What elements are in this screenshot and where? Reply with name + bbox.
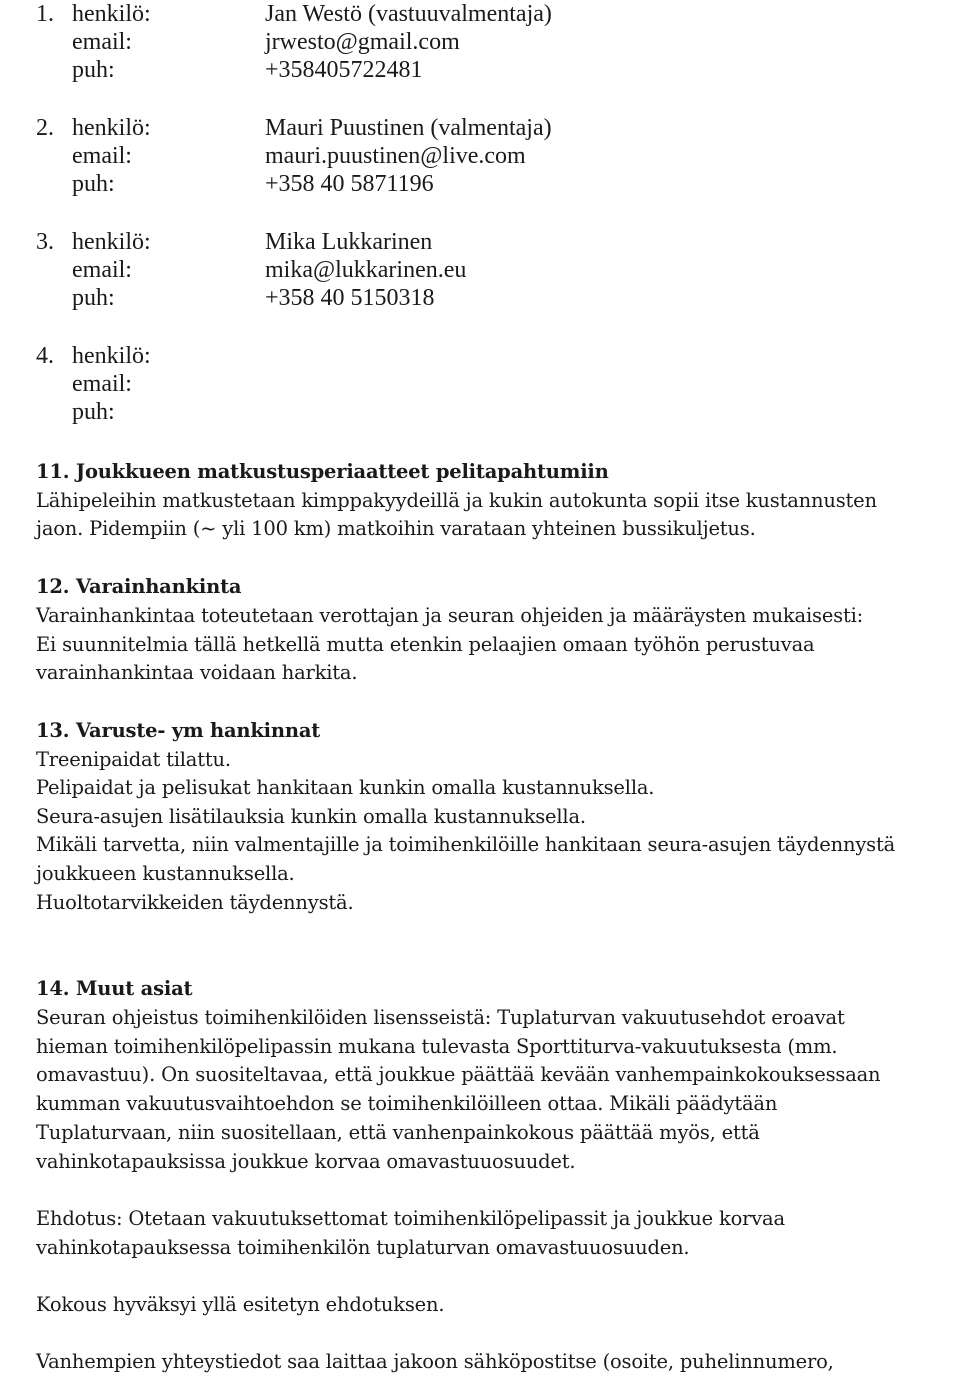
paragraph-line: Ei suunnitelmia tällä hetkellä mutta etenkin pelaajien omaan työhön perustuvaa xyxy=(36,633,815,656)
phone-label: puh: xyxy=(72,285,115,311)
paragraph-line: Pelipaidat ja pelisukat hankitaan kunkin omalla kustannuksella. xyxy=(36,776,655,799)
paragraph-line: vahinkotapauksissa joukkue korvaa omavastuuosuudet. xyxy=(36,1150,576,1173)
email-label: email: xyxy=(72,371,132,397)
paragraph-line: Varainhankintaa toteutetaan verottajan ja seuran ohjeiden ja määräysten mukaisesti: xyxy=(36,604,864,627)
paragraph-line: varainhankintaa voidaan harkita. xyxy=(36,661,358,684)
contact-number: 3. xyxy=(36,229,54,255)
person-label: henkilö: xyxy=(72,115,151,141)
section-heading xyxy=(36,572,241,601)
paragraph-line: omavastuu). On suositeltavaa, että joukkue päättää kevään vanhempainkokouksessaan xyxy=(36,1063,881,1086)
paragraph-line: jaon. Pidempiin (~ yli 100 km) matkoihin varataan yhteinen bussikuljetus. xyxy=(36,517,756,540)
person-name: Jan Westö (vastuuvalmentaja) xyxy=(265,1,552,27)
proposal-line: vahinkotapauksessa toimihenkilön tuplaturvan omavastuuosuuden. xyxy=(36,1236,690,1259)
email-address: mika@lukkarinen.eu xyxy=(265,257,467,283)
email-address: jrwesto@gmail.com xyxy=(265,29,460,55)
person-name: Mauri Puustinen (valmentaja) xyxy=(265,115,552,141)
phone-label: puh: xyxy=(72,171,115,197)
paragraph-line: Tuplaturvaan, niin suositellaan, että vanhenpainkokous päättää myös, että xyxy=(36,1121,760,1144)
section-number: 11. xyxy=(36,460,70,483)
person-label: henkilö: xyxy=(72,229,151,255)
paragraph-line: kumman vakuutusvaihtoehdon se toimihenkilöilleen ottaa. Mikäli päädytään xyxy=(36,1092,778,1115)
email-label: email: xyxy=(72,29,132,55)
person-label: henkilö: xyxy=(72,1,151,27)
paragraph-line: hieman toimihenkilöpelipassin mukana tulevasta Sporttiturva-vakuutuksesta (mm. xyxy=(36,1035,838,1058)
person-name: Mika Lukkarinen xyxy=(265,229,433,255)
paragraph-line: Huoltotarvikkeiden täydennystä. xyxy=(36,891,354,914)
contact-number: 4. xyxy=(36,343,54,369)
section-number: 14. xyxy=(36,977,70,1000)
paragraph-line: Seura-asujen lisätilauksia kunkin omalla kustannuksella. xyxy=(36,805,586,828)
paragraph-line: Treenipaidat tilattu. xyxy=(36,748,231,771)
section-heading xyxy=(36,716,320,745)
phone-number: +358 40 5871196 xyxy=(265,171,434,197)
phone-label: puh: xyxy=(72,399,115,425)
phone-number: +358405722481 xyxy=(265,57,423,83)
email-label: email: xyxy=(72,143,132,169)
contact-number: 2. xyxy=(36,115,54,141)
paragraph-line: Vanhempien yhteystiedot saa laittaa jakoon sähköpostitse (osoite, puhelinnumero, xyxy=(36,1350,834,1373)
section-number: 12. xyxy=(36,575,70,598)
paragraph-line: Seuran ohjeistus toimihenkilöiden lisensseistä: Tuplaturvan vakuutusehdot eroavat xyxy=(36,1006,845,1029)
section-title: Muut asiat xyxy=(75,977,193,1000)
contact-number: 1. xyxy=(36,1,54,27)
section-title: Varuste- ym hankinnat xyxy=(75,719,321,742)
paragraph-line: Mikäli tarvetta, niin valmentajille ja toimihenkilöille hankitaan seura-asujen täydennystä xyxy=(36,833,896,856)
proposal-line: Ehdotus: Otetaan vakuutuksettomat toimihenkilöpelipassit ja joukkue korvaa xyxy=(36,1207,785,1230)
section-title: Joukkueen matkustusperiaatteet pelitapahtumiin xyxy=(75,460,609,483)
paragraph-line: joukkueen kustannuksella. xyxy=(36,862,295,885)
section-heading xyxy=(36,457,609,486)
email-address: mauri.puustinen@live.com xyxy=(265,143,526,169)
decision-line: Kokous hyväksyi yllä esitetyn ehdotuksen. xyxy=(36,1293,445,1316)
email-label: email: xyxy=(72,257,132,283)
phone-number: +358 40 5150318 xyxy=(265,285,435,311)
phone-label: puh: xyxy=(72,57,115,83)
section-number: 13. xyxy=(36,719,70,742)
paragraph-line: Lähipeleihin matkustetaan kimppakyydeillä ja kukin autokunta sopii itse kustannusten xyxy=(36,489,877,512)
section-title: Varainhankinta xyxy=(75,575,242,598)
person-label: henkilö: xyxy=(72,343,151,369)
section-heading xyxy=(36,974,192,1003)
